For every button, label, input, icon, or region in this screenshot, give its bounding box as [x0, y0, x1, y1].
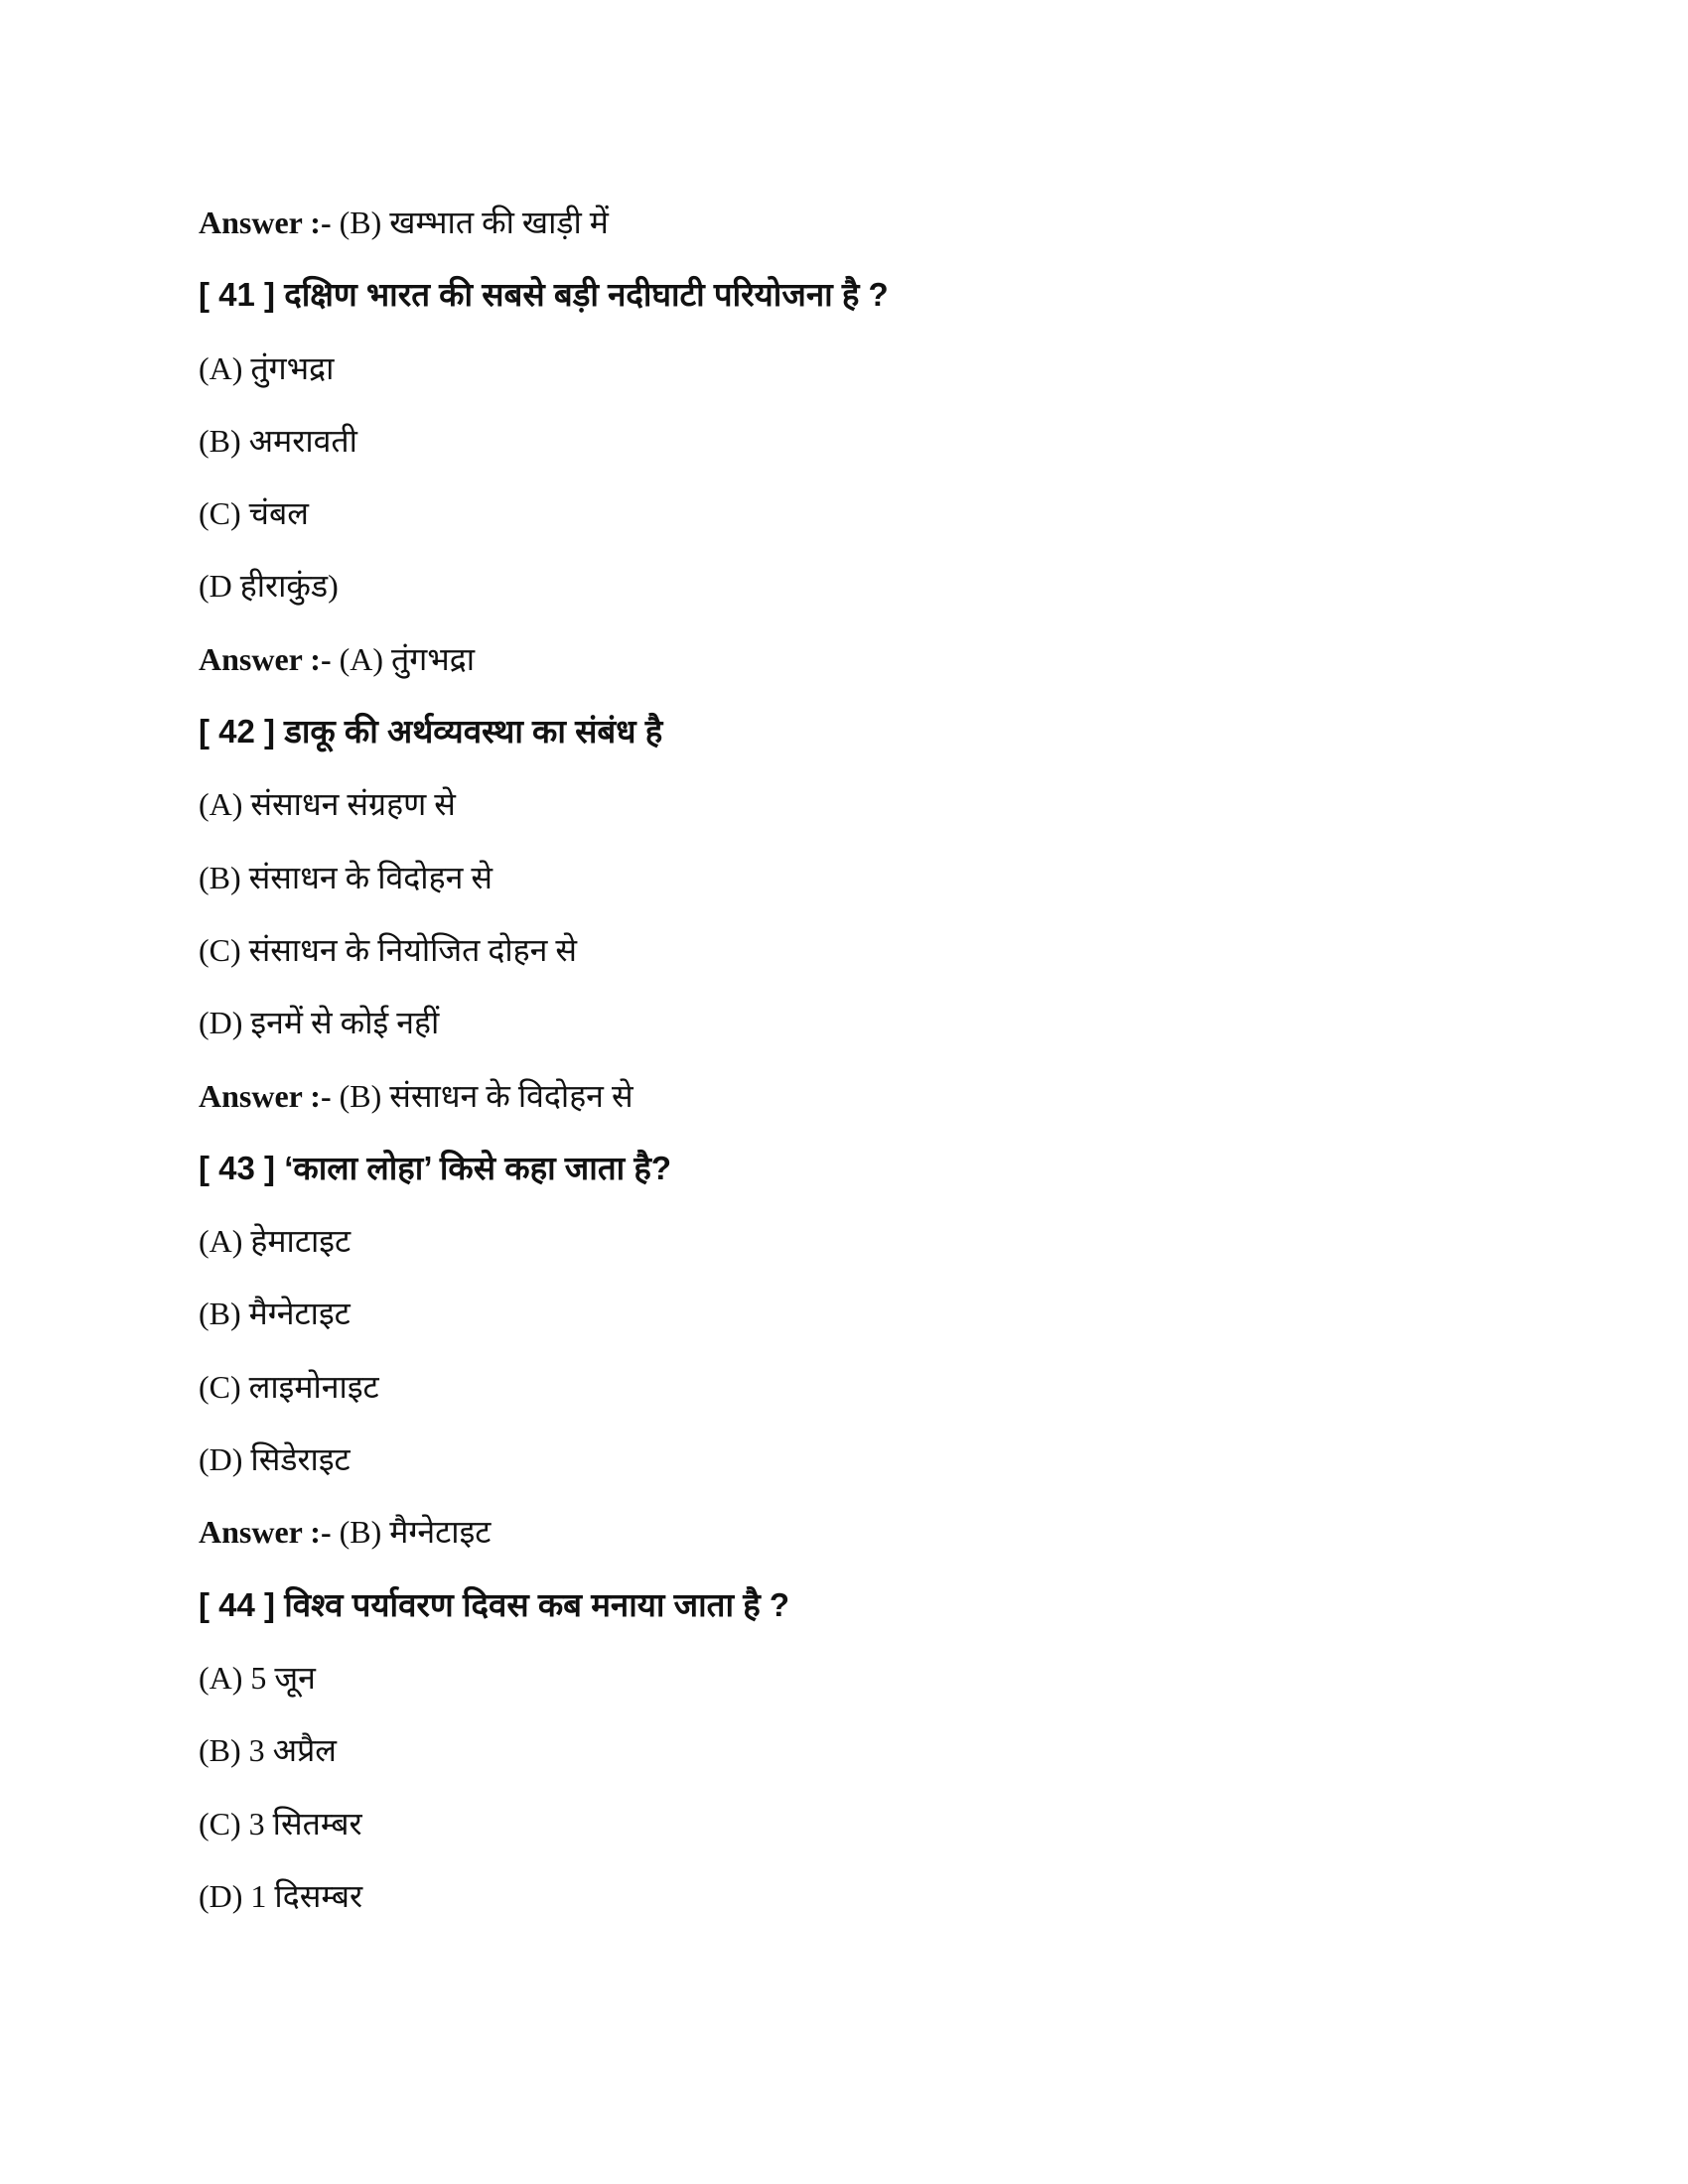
answer-value: (A) तुंगभद्रा: [339, 640, 476, 677]
option-letter: (D: [199, 568, 232, 605]
option-a: [199, 776, 1489, 849]
question-41: [199, 267, 1489, 340]
answer-value: (B) खम्भात की खाड़ी में: [339, 205, 609, 240]
question-number: [ 43 ]: [199, 1149, 276, 1186]
option-text: 3 अप्रैल: [248, 1732, 338, 1769]
question-number: [ 44 ]: [199, 1585, 276, 1623]
option-text: इनमें से कोई नहीं: [250, 1005, 440, 1041]
question-text: दक्षिण भारत की सबसे बड़ी नदीघाटी परियोजना है ?: [284, 276, 889, 314]
answer-label: Answer :-: [199, 205, 332, 240]
option-letter: (A): [199, 1223, 243, 1260]
option-text: सिडेराइट: [250, 1441, 351, 1478]
option-text: संसाधन के नियोजित दोहन से: [248, 931, 578, 968]
option-letter: (D): [199, 1877, 243, 1914]
option-c: [199, 485, 1489, 558]
option-d: [199, 558, 1489, 630]
option-text: मैग्नेटाइट: [248, 1296, 351, 1332]
option-letter: (D): [199, 1005, 243, 1041]
option-letter: (D): [199, 1441, 243, 1478]
option-d: [199, 1432, 1489, 1504]
question-text: ‘काला लोहा’ किसे कहा जाता है?: [284, 1149, 672, 1186]
option-b: [199, 413, 1489, 485]
question-number: [ 42 ]: [199, 713, 276, 751]
option-letter: (B): [199, 422, 241, 459]
option-text: 3 सितम्बर: [248, 1805, 362, 1842]
option-b: [199, 1286, 1489, 1358]
document-page: [199, 195, 1489, 1941]
question-text: डाकू की अर्थव्यवस्था का संबंध है: [284, 713, 663, 751]
option-b: [199, 850, 1489, 922]
option-d: [199, 1868, 1489, 1941]
previous-answer: [199, 195, 1489, 267]
option-c: [199, 922, 1489, 995]
option-letter: (B): [199, 1296, 241, 1332]
option-c: [199, 1796, 1489, 1868]
answer-value: (B) मैग्नेटाइट: [339, 1514, 492, 1551]
option-letter: (B): [199, 859, 241, 895]
option-a: [199, 1213, 1489, 1286]
option-letter: (C): [199, 495, 241, 532]
question-42: [199, 704, 1489, 776]
option-text: अमरावती: [248, 422, 357, 459]
answer-label: Answer :-: [199, 640, 332, 677]
answer-label: Answer :-: [199, 1514, 332, 1551]
option-letter: (B): [199, 1732, 241, 1769]
answer-value: (B) संसाधन के विदोहन से: [339, 1077, 633, 1114]
option-text: लाइमोनाइट: [248, 1368, 379, 1405]
option-text: हेमाटाइट: [250, 1223, 352, 1260]
option-text: तुंगभद्रा: [250, 349, 335, 386]
option-a: [199, 1650, 1489, 1722]
option-text: संसाधन संग्रहण से: [250, 786, 456, 823]
option-a: [199, 341, 1489, 413]
option-b: [199, 1722, 1489, 1795]
option-letter: (A): [199, 1659, 243, 1696]
answer-42: [199, 1068, 1489, 1141]
option-text: 5 जून: [250, 1659, 316, 1696]
option-letter: (C): [199, 931, 241, 968]
option-letter: (C): [199, 1368, 241, 1405]
option-text: संसाधन के विदोहन से: [248, 859, 492, 895]
option-c: [199, 1359, 1489, 1432]
question-number: [ 41 ]: [199, 276, 276, 314]
answer-41: [199, 631, 1489, 704]
answer-label: Answer :-: [199, 1077, 332, 1114]
option-text: चंबल: [248, 495, 309, 532]
question-43: [199, 1141, 1489, 1213]
option-letter: (A): [199, 786, 243, 823]
option-letter: (C): [199, 1805, 241, 1842]
question-text: विश्व पर्यावरण दिवस कब मनाया जाता है ?: [284, 1585, 790, 1623]
answer-43: [199, 1504, 1489, 1576]
option-d: [199, 995, 1489, 1067]
option-text: हीराकुंड): [239, 568, 339, 605]
option-text: 1 दिसम्बर: [250, 1877, 363, 1914]
option-letter: (A): [199, 349, 243, 386]
question-44: [199, 1577, 1489, 1650]
